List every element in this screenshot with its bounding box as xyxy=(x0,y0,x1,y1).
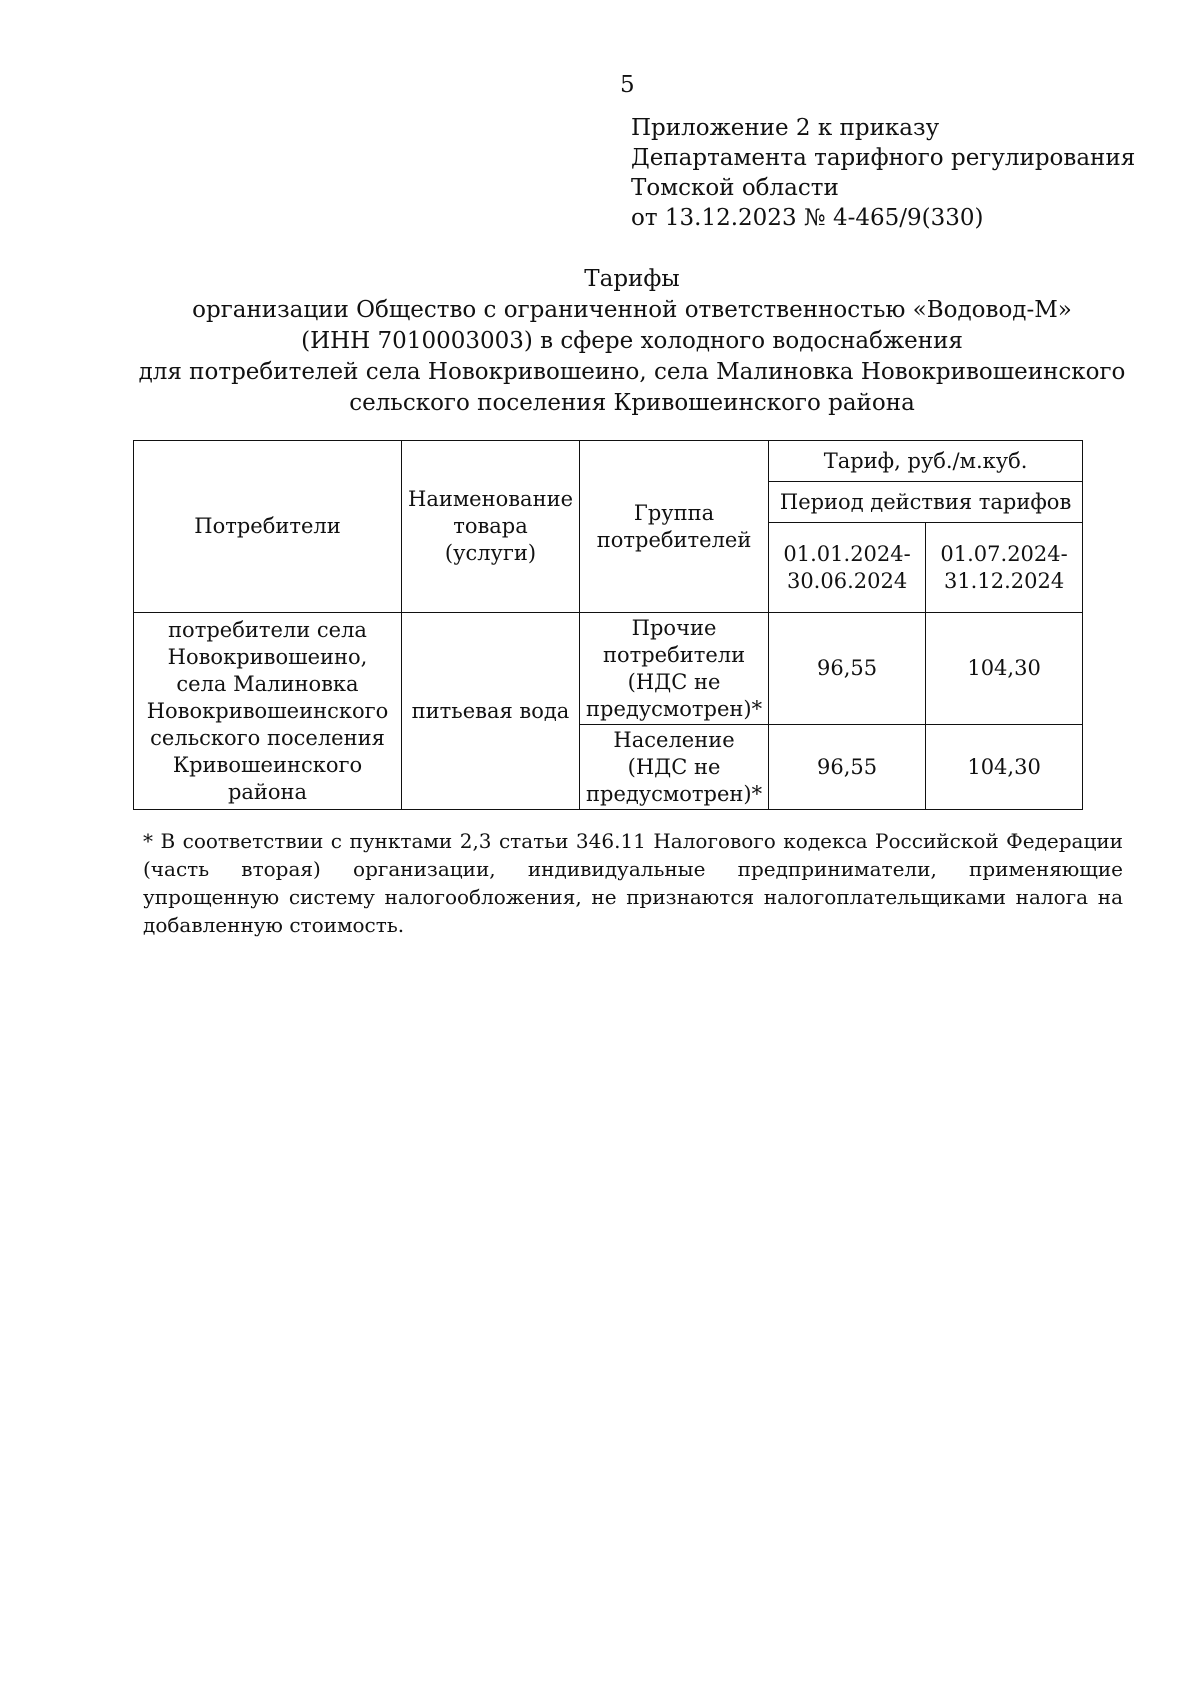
title-line: сельского поселения Кривошеинского района xyxy=(349,390,915,416)
page-number: 5 xyxy=(620,72,635,98)
tariff-table xyxy=(133,440,1083,810)
appendix-line: Приложение 2 к приказу xyxy=(631,115,940,141)
title-line: организации Общество с ограниченной ответственностью «Водовод-М» xyxy=(192,297,1072,323)
header-period: Период действия тарифов xyxy=(769,482,1083,523)
table-row xyxy=(134,613,1083,725)
document-title xyxy=(120,264,1144,419)
table-header-row xyxy=(134,441,1083,482)
cell-tariff-1: 96,55 xyxy=(769,725,926,810)
header-period-2: 01.07.2024-31.12.2024 xyxy=(926,523,1083,613)
title-line: для потребителей села Новокривошеино, села Малиновка Новокривошеинского xyxy=(138,359,1126,385)
cell-consumers: потребители села Новокривошеино, села Малиновка Новокривошеинского сельского поселения Кривошеинского района xyxy=(134,613,402,810)
header-goods: Наименование товара (услуги) xyxy=(402,441,580,613)
cell-goods: питьевая вода xyxy=(402,613,580,810)
footnote: * В соответствии с пунктами 2,3 статьи 346.11 Налогового кодекса Российской Федерации (часть вторая) организации, индивидуальные предприниматели, применяющие упрощенную систему налогообложения, не признаются налогоплательщиками налога на добавленную стоимость. xyxy=(143,829,1123,937)
cell-group: Прочие потребители (НДС не предусмотрен)* xyxy=(580,613,769,725)
appendix-line: Департамента тарифного регулирования xyxy=(631,145,1136,171)
appendix-line: Томской области xyxy=(631,175,839,201)
header-tariff: Тариф, руб./м.куб. xyxy=(769,441,1083,482)
header-consumers: Потребители xyxy=(134,441,402,613)
cell-tariff-2: 104,30 xyxy=(926,613,1083,725)
appendix-order-number: от 13.12.2023 № 4-465/9(330) xyxy=(631,205,984,231)
header-group: Группа потребителей xyxy=(580,441,769,613)
title-line: (ИНН 7010003003) в сфере холодного водоснабжения xyxy=(301,328,963,354)
title-heading: Тарифы xyxy=(584,266,680,292)
cell-tariff-2: 104,30 xyxy=(926,725,1083,810)
header-period-1: 01.01.2024-30.06.2024 xyxy=(769,523,926,613)
appendix-header xyxy=(631,113,1135,233)
cell-tariff-1: 96,55 xyxy=(769,613,926,725)
cell-group: Население (НДС не предусмотрен)* xyxy=(580,725,769,810)
